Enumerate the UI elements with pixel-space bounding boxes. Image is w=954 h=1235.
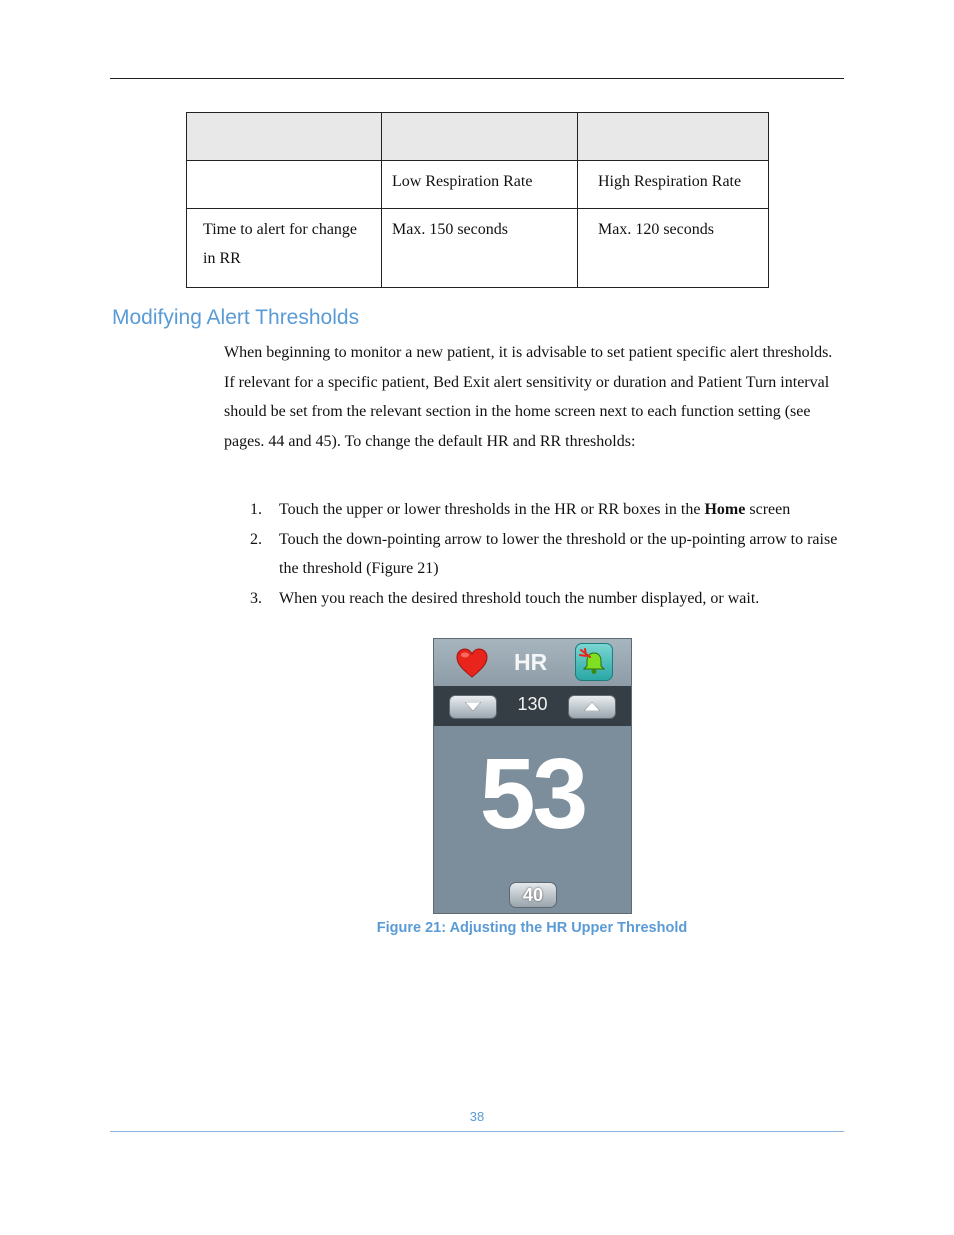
step-text: screen [745,501,791,518]
table-cell: High Respiration Rate [578,161,769,209]
header-rule [110,78,844,79]
alarm-toggle-button[interactable] [575,643,613,681]
table-cell: Low Respiration Rate [382,161,578,209]
table-cell [578,113,769,161]
threshold-control-bar [434,686,631,726]
heart-icon [456,648,488,678]
lower-threshold-value-button[interactable]: 40 [509,882,557,908]
table-row [187,161,769,209]
table-cell: Max. 150 seconds [382,209,578,288]
lower-threshold-button[interactable] [449,695,497,719]
step-text: Touch the upper or lower thresholds in the HR or RR boxes in the [279,501,705,518]
list-item [250,495,840,525]
step-number: 3. [250,589,262,607]
intro-paragraph: When beginning to monitor a new patient, it is advisable to set patient specific alert thresholds. If relevant for a specific patient, Bed Exit alert sensitivity or duration and Patient Turn interval should be set from the relevant section in the home screen next to each function setting (see pages. 44 and 45). To change the default HR and RR thresholds: [224,344,833,450]
current-hr-value: 53 [479,738,586,850]
list-item [250,584,840,614]
table-cell: Max. 120 seconds [578,209,769,288]
figure-caption: Figure 21: Adjusting the HR Upper Threshold [376,920,688,936]
table-cell [382,113,578,161]
alarm-bell-icon [579,647,609,677]
table-cell [187,113,382,161]
list-item [250,525,840,584]
table-cell: Time to alert for change in RR [187,209,382,288]
up-arrow-icon [584,702,600,711]
table-row [187,113,769,161]
footer-rule [110,1131,844,1132]
section-title: Modifying Alert Thresholds [112,306,360,329]
hr-label: HR [514,649,548,675]
step-text: Touch the down-pointing arrow to lower the threshold or the up-pointing arrow to raise the threshold (Figure 21) [279,530,838,577]
hr-panel-header [434,639,631,686]
down-arrow-icon [465,702,481,711]
page-number: 38 [469,1109,485,1124]
table-cell [187,161,382,209]
home-term: Home [704,501,746,518]
step-number: 1. [250,501,262,518]
respiration-alert-table [186,112,769,288]
upper-threshold-value[interactable]: 130 [517,694,548,714]
hr-panel-figure [433,638,632,914]
steps-list [250,495,840,613]
table-row [187,209,769,288]
step-number: 2. [250,530,262,548]
raise-threshold-button[interactable] [568,695,616,719]
step-text: When you reach the desired threshold touch the number displayed, or wait. [279,589,760,607]
